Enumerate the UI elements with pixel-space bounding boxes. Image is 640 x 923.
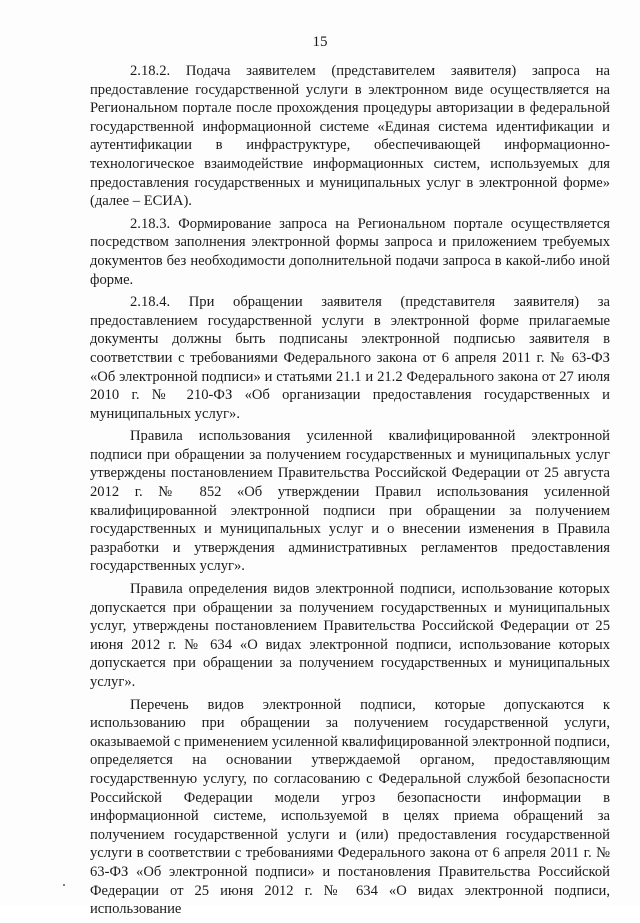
paragraph-2-18-4: 2.18.4. При обращении заявителя (представителя заявителя) за предоставлением государственной услуги в электронной форме прилагаемые документы должны быть подписаны электронной подписью заявителя в соответствии с требованиями Федерального закона от 6 апреля 2011 г. № 63-ФЗ «Об электронной подписи» и статьями 21.1 и 21.2 Федерального закона от 27 июля 2010 г. № 210-ФЗ «Об организации предоставления государственных и муниципальных услуг».	[90, 294, 610, 422]
paragraph-2-18-2: 2.18.2. Подача заявителем (представителем заявителя) запроса на предоставление государственной услуги в электронном виде осуществляется на Региональном портале после прохождения процедуры авторизации в федеральной государственной информационной системе «Единая система идентификации и аутентификации в инфраструктуре, обеспечивающей информационно-технологическое взаимодействие информационных систем, используемых для предоставления государственных и муниципальных услуг в электронной форме» (далее – ЕСИА).	[90, 63, 610, 210]
paragraph-qualified-signature-rules: Правила использования усиленной квалифицированной электронной подписи при обращении за получением государственных и муниципальных услуг утверждены постановлением Правительства Российской Федерации от 25 августа 2012 г. № 852 «Об утверждении Правил использования усиленной квалифицированной электронной подписи при обращении за получением государственных и муниципальных услуг и о внесении изменения в Правила разработки и утверждения административных регламентов предоставления государственных услуг».	[90, 428, 610, 575]
paragraph-signature-types-list: Перечень видов электронной подписи, которые допускаются к использованию при обращении за получением государственной услуги, оказываемой с применением усиленной квалифицированной электронной подписи, определяется на основании утверждаемой органом, предоставляющим государственную услугу, по согласованию с Федеральной службой безопасности Российской Федерации модели угроз безопасности информации в информационной системе, используемой в целях приема обращений за получением государственной услуги и (или) предоставления государственной услуги в соответствии с требованиями Федерального закона от 6 апреля 2011 г. № 63-ФЗ «Об электронной подписи» и постановления Правительства Российской Федерации от 25 июня 2012 г. № 634 «О видах электронной подписи, использование	[90, 696, 610, 918]
scan-speck	[63, 884, 65, 886]
paragraph-signature-type-rules: Правила определения видов электронной подписи, использование которых допускается при обращении за получением государственных и муниципальных услуг, утверждены постановлением Правительства Российской Федерации от 25 июня 2012 г. № 634 «О видах электронной подписи, использование которых допускается при обращении за получением государственных и муниципальных услуг».	[90, 581, 610, 690]
document-body	[90, 62, 610, 923]
paragraph-2-18-3: 2.18.3. Формирование запроса на Региональном портале осуществляется посредством заполнения электронной формы запроса и приложением требуемых документов без необходимости дополнительной подачи запроса в какой-либо иной форме.	[90, 215, 610, 288]
page-number: 15	[312, 34, 328, 50]
